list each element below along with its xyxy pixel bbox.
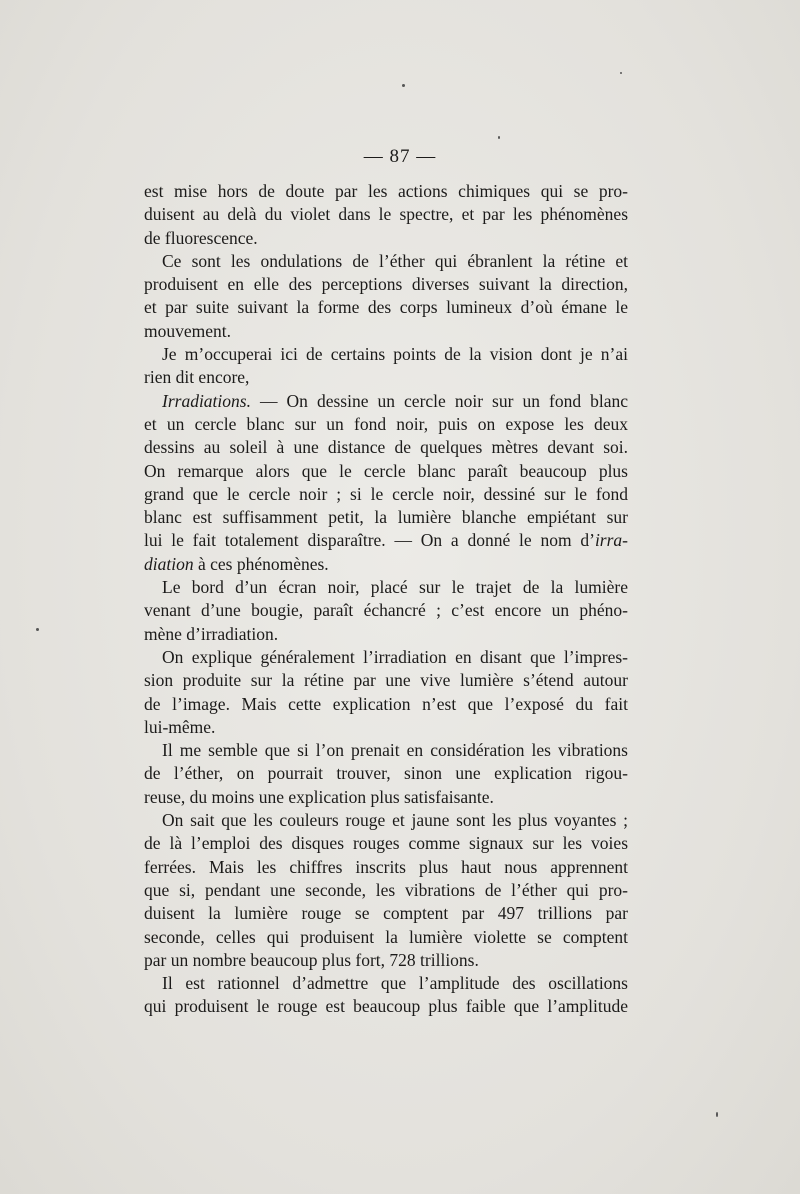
text-line xyxy=(144,320,628,343)
line-text: et par suite suivant la forme des corps lumineux d’où émane le xyxy=(144,297,628,318)
line-text: mène d’irradiation. xyxy=(144,623,279,644)
line-text: Il me semble que si l’on prenait en considération les vibrations xyxy=(162,740,628,761)
text-line xyxy=(144,716,628,739)
line-text: de l’éther, on pourrait trouver, sinon une explication rigou- xyxy=(144,763,628,784)
text-line xyxy=(144,460,628,483)
text-line xyxy=(144,553,628,576)
paper-speck xyxy=(36,628,39,631)
line-text: venant d’une bougie, paraît échancré ; c’est encore un phéno- xyxy=(144,600,628,621)
line-text: blanc est suffisamment petit, la lumière blanche empiétant sur xyxy=(144,507,628,528)
line-text: est mise hors de doute par les actions chimiques qui se pro- xyxy=(144,181,628,201)
italic-term: diation xyxy=(144,553,194,574)
line-text: produisent en elle des perceptions diverses suivant la direction, xyxy=(144,274,628,295)
text-line xyxy=(144,529,628,552)
text-line xyxy=(144,506,628,529)
line-text: seconde, celles qui produisent la lumière violette se comptent xyxy=(144,926,628,947)
text-line xyxy=(144,203,628,226)
paper-speck xyxy=(498,136,500,139)
line-text: reuse, du moins une explication plus satisfaisante. xyxy=(144,786,494,807)
text-line xyxy=(144,343,628,366)
text-line xyxy=(144,879,628,902)
text-line xyxy=(144,786,628,809)
line-text: lui le fait totalement disparaître. — On a donné le nom d’ xyxy=(144,530,595,551)
line-text: Ce sont les ondulations de l’éther qui ébranlent la rétine et xyxy=(162,250,628,271)
line-text: grand que le cercle noir ; si le cercle noir, dessiné sur le fond xyxy=(144,483,628,504)
line-text: On sait que les couleurs rouge et jaune sont les plus voyantes ; xyxy=(162,810,628,831)
paper-speck xyxy=(716,1112,718,1117)
line-text: rien dit encore, xyxy=(144,367,250,388)
line-text: qui produisent le rouge est beaucoup plus faible que l’amplitude xyxy=(144,996,628,1017)
text-line xyxy=(144,646,628,669)
line-text: On remarque alors que le cercle blanc paraît beaucoup plus xyxy=(144,460,628,481)
text-line xyxy=(144,599,628,622)
text-line xyxy=(144,250,628,273)
text-line xyxy=(144,669,628,692)
line-text: duisent la lumière rouge se comptent par 497 trillions par xyxy=(144,903,628,924)
line-text: ferrées. Mais les chiffres inscrits plus haut nous apprennent xyxy=(144,856,628,877)
line-text: mouvement. xyxy=(144,320,231,341)
text-line xyxy=(144,995,628,1018)
text-line xyxy=(144,180,628,203)
line-text: lui-même. xyxy=(144,716,216,737)
text-line xyxy=(144,227,628,250)
body-text xyxy=(144,180,628,1019)
line-text: duisent au delà du violet dans le spectre, et par les phénomènes xyxy=(144,204,628,225)
text-line xyxy=(144,413,628,436)
line-text: Je m’occuperai ici de certains points de la vision dont je n’ai xyxy=(162,344,628,365)
text-line xyxy=(144,856,628,879)
text-line xyxy=(144,390,628,413)
line-text: de fluorescence. xyxy=(144,227,258,248)
line-text: On explique généralement l’irradiation en disant que l’impres- xyxy=(162,646,628,667)
text-line xyxy=(144,832,628,855)
line-text: sion produite sur la rétine par une vive lumière s’étend autour xyxy=(144,670,628,691)
line-text: et un cercle blanc sur un fond noir, puis on expose les deux xyxy=(144,413,628,434)
text-line xyxy=(144,809,628,832)
text-line xyxy=(144,576,628,599)
line-text: — On dessine un cercle noir sur un fond blanc xyxy=(260,390,628,411)
text-line xyxy=(144,366,628,389)
paper-speck xyxy=(402,84,405,87)
italic-term: Irradiations. xyxy=(162,390,251,411)
paper-speck xyxy=(620,72,622,74)
text-line xyxy=(144,739,628,762)
text-line xyxy=(144,483,628,506)
line-text: dessins au soleil à une distance de quelques mètres devant soi. xyxy=(144,437,628,458)
page-number: — 87 — xyxy=(363,146,437,167)
text-line xyxy=(144,693,628,716)
text-line xyxy=(144,972,628,995)
line-text: de l’image. Mais cette explication n’est que l’exposé du fait xyxy=(144,693,628,714)
line-text: à ces phénomènes. xyxy=(197,553,329,574)
line-text: que si, pendant une seconde, les vibrations de l’éther qui pro- xyxy=(144,879,628,900)
text-line xyxy=(144,902,628,925)
text-line xyxy=(144,623,628,646)
text-line xyxy=(144,926,628,949)
text-line xyxy=(144,296,628,319)
italic-term: irra- xyxy=(594,530,628,551)
line-text: Le bord d’un écran noir, placé sur le trajet de la lumière xyxy=(162,577,628,598)
text-line xyxy=(144,762,628,785)
text-line xyxy=(144,436,628,459)
line-text: par un nombre beaucoup plus fort, 728 trillions. xyxy=(144,949,479,970)
line-text: de là l’emploi des disques rouges comme signaux sur les voies xyxy=(144,833,628,854)
text-line xyxy=(144,273,628,296)
text-line xyxy=(144,949,628,972)
line-text: Il est rationnel d’admettre que l’amplitude des oscillations xyxy=(162,973,628,994)
